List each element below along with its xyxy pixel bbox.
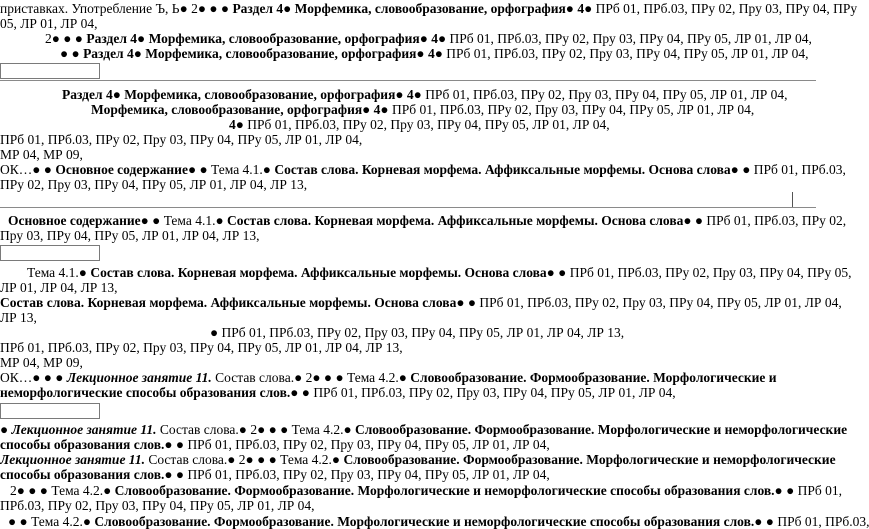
competency-codes: ПРб 01, ПРб.03, ПРу 02, Пру 03, ПРу 04, ПРу 05, ЛР 01, ЛР 04, ЛР 13, (0, 340, 403, 355)
text-line (0, 310, 37, 325)
competency-codes: ПРб 01, ПРб.03, (777, 514, 869, 529)
section-heading: Раздел 4● Морфемика, словообразование, орфография● 4● (83, 46, 447, 61)
text-line (0, 162, 846, 177)
text-line (0, 467, 550, 482)
text-line (0, 1, 857, 16)
text-line (0, 340, 403, 355)
topic-title: Состав слова. Корневая морфема. Аффиксальные морфемы. Основа слова● ● (90, 265, 570, 280)
competency-codes: МР 04, МР 09, (0, 147, 83, 162)
competency-codes: ПРб 01, ПРб.03, ПРу 02, Пру 03, ПРу 04, ПРу (595, 1, 858, 16)
empty-cell-box (0, 403, 100, 419)
empty-cell-box (0, 63, 100, 79)
line-text: ● (0, 422, 12, 437)
competency-codes: ПРу 02, Пру 03, ПРу 04, ПРу 05, ЛР 01, ЛР 04, ЛР 13, (0, 177, 308, 192)
competency-codes: ЛР 01, ЛР 04, ЛР 13, (0, 280, 118, 295)
topic-title: Состав слова. Корневая морфема. Аффиксальные морфемы. Основа слова● ● (227, 213, 707, 228)
empty-cell-box (0, 245, 100, 261)
content-heading: Основное содержание● ● (8, 213, 164, 228)
section-heading: Раздел 4● Морфемика, словообразование, орфография● 4● (86, 31, 450, 46)
topic-number: Тема 4.1.● (163, 213, 228, 228)
lecture-label: Лекционное занятие 11. (0, 452, 145, 467)
topic-title: Словообразование. Формообразование. Морфологические и неморфологические (343, 452, 836, 467)
text-line (27, 265, 851, 280)
line-text: Состав слова.● 2● ● ● (144, 452, 281, 467)
line-text: 2● ● ● (10, 483, 52, 498)
competency-codes: ЛР 13, (0, 310, 37, 325)
line-text: ● ● (8, 514, 32, 529)
competency-codes: ● ПРб 01, ПРб.03, ПРу 02, Пру 03, ПРу 04, ПРу 05, ЛР 01, ЛР 04, ЛР 13, (210, 325, 625, 340)
topic-number: Тема 4.2.● (31, 514, 95, 529)
competency-codes: ПРб.03, ПРу 02, Пру 03, ПРу 04, ПРу 05, ЛР 01, ЛР 04, (0, 498, 315, 513)
text-line (10, 483, 842, 498)
competency-codes: ПРб 01, ПРб.03, ПРу 02, Пру 03, ПРу 04, ПРу 05, ЛР 01, ЛР 04, (425, 87, 788, 102)
text-line (0, 177, 307, 192)
text-line (0, 132, 362, 147)
line-text: ● 2● ● ● (179, 1, 233, 16)
topic-title: способы образования слов.● ● (0, 467, 188, 482)
text-line (229, 117, 610, 132)
topic-number: Тема 4.1.● (27, 265, 91, 280)
text-line (0, 437, 550, 452)
text-line (8, 213, 846, 228)
lecture-label: Лекционное занятие 11. (66, 370, 212, 385)
topic-number: Тема 4.1.● (211, 162, 275, 177)
topic-number: Тема 4.2.● (280, 452, 344, 467)
content-heading: Основное содержание● ● (55, 162, 212, 177)
topic-title: неморфологические способы образования слов.● ● (0, 385, 314, 400)
text-line (8, 514, 869, 529)
line-text: приставках. Употребление Ъ, Ь (0, 1, 180, 16)
competency-codes: ПРб 01, (797, 483, 842, 498)
text-line (0, 147, 83, 162)
text-line (0, 370, 777, 385)
text-line (0, 228, 259, 243)
competency-codes: ПРб 01, ПРб.03, ПРу 02, Пру 03, ПРу 04, ПРу 05, ЛР 01, ЛР 04, (391, 102, 755, 117)
text-line (210, 325, 624, 340)
text-line (0, 295, 842, 310)
text-line (0, 280, 118, 295)
row-divider (0, 207, 816, 208)
competency-codes: МР 04, МР 09, (0, 355, 83, 370)
vertical-rule (792, 192, 793, 208)
topic-title: Словообразование. Формообразование. Морфологические и неморфологические способы образования слов.● ● (114, 483, 798, 498)
line-text: ОК…● ● ● (0, 370, 67, 385)
topic-title: способы образования слов.● ● (0, 437, 188, 452)
line-text: ОК…● ● (0, 162, 56, 177)
topic-number: Тема 4.2.● (291, 422, 355, 437)
competency-codes: ПРб 01, ПРб.03, ПРу 02, Пру 03, ПРу 04, ПРу 05, ЛР 01, ЛР 04, (187, 437, 550, 452)
competency-codes: 05, ЛР 01, ЛР 04, (0, 16, 98, 31)
competency-codes: ПРб 01, ПРб.03, ПРу 02, Пру 03, ПРу 04, ПРу 05, ЛР 01, ЛР 04, (479, 295, 842, 310)
competency-codes: ПРб 01, ПРб.03, ПРу 02, Пру 03, ПРу 04, ПРу 05, (569, 265, 852, 280)
line-text: ● ● (60, 46, 84, 61)
text-line (0, 422, 847, 437)
text-line (60, 46, 809, 61)
competency-codes: ПРб 01, ПРб.03, ПРу 02, (706, 213, 847, 228)
topic-title: Словообразование. Формообразование. Морфологические и неморфологические способы образования слов.● ● (94, 514, 778, 529)
topic-number: Тема 4.2.● (346, 370, 411, 385)
competency-codes: Пру 03, ПРу 04, ПРу 05, ЛР 01, ЛР 04, ЛР 13, (0, 228, 260, 243)
competency-codes: ПРб 01, ПРб.03, ПРу 02, Пру 03, ПРу 04, ПРу 05, ЛР 01, ЛР 04, (446, 46, 809, 61)
competency-codes: ПРб 01, ПРб.03, ПРу 02, Пру 03, ПРу 04, ПРу 05, ЛР 01, ЛР 04, (313, 385, 676, 400)
topic-title: Состав слова. Корневая морфема. Аффиксальные морфемы. Основа слова● ● (0, 295, 480, 310)
competency-codes: ПРб 01, ПРб.03, ПРу 02, Пру 03, ПРу 04, ПРу 05, ЛР 01, ЛР 04, (187, 467, 550, 482)
line-text: 2● ● ● (45, 31, 87, 46)
section-heading: Раздел 4● Морфемика, словообразование, орфография● 4● (232, 1, 596, 16)
text-line (0, 355, 83, 370)
text-line (62, 87, 788, 102)
text-line (0, 385, 676, 400)
text-line (0, 498, 315, 513)
line-text: Состав слова.● 2● ● ● (211, 370, 347, 385)
topic-title: Словообразование. Формообразование. Морфологические и неморфологические (354, 422, 848, 437)
section-heading: Морфемика, словообразование, орфография● 4● (91, 102, 392, 117)
text-line (0, 16, 97, 31)
topic-number: Тема 4.2.● (51, 483, 115, 498)
text-line (0, 452, 836, 467)
competency-codes: ПРб 01, ПРб.03, ПРу 02, Пру 03, ПРу 04, ПРу 05, ЛР 01, ЛР 04, (0, 132, 363, 147)
lecture-label: Лекционное занятие 11. (11, 422, 157, 437)
competency-codes: ПРб 01, ПРб.03, ПРу 02, Пру 03, ПРу 04, ПРу 05, ЛР 01, ЛР 04, (449, 31, 812, 46)
text-line (45, 31, 812, 46)
section-heading: Раздел 4● Морфемика, словообразование, орфография● 4● (62, 87, 426, 102)
row-divider (0, 80, 816, 81)
competency-codes: ПРб 01, ПРб.03, (753, 162, 846, 177)
line-text: Состав слова.● 2● ● ● (156, 422, 292, 437)
text-line (91, 102, 754, 117)
topic-title: Словообразование. Формообразование. Морфологические и (410, 370, 777, 385)
section-heading: 4● (229, 117, 248, 132)
topic-title: Состав слова. Корневая морфема. Аффиксальные морфемы. Основа слова● ● (274, 162, 754, 177)
competency-codes: ПРб 01, ПРб.03, ПРу 02, Пру 03, ПРу 04, ПРу 05, ЛР 01, ЛР 04, (247, 117, 610, 132)
